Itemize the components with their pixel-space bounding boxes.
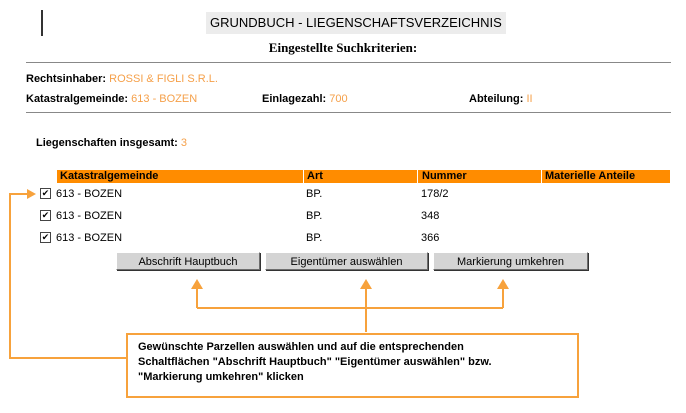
- row-checkbox[interactable]: ✔: [41, 188, 50, 198]
- arrow-head-hauptbuch: [191, 279, 203, 289]
- arrow-head-checkbox: [27, 189, 36, 199]
- search-criteria-title: Eingestellte Suchkriterien:: [268, 40, 418, 55]
- section-label: Abteilung:: [469, 93, 524, 105]
- row-art: BP.: [306, 210, 323, 222]
- row-gemeinde: 613 - BOZEN: [56, 210, 123, 222]
- arrow-head-eigentuemer: [360, 279, 372, 289]
- properties-total-label: Liegenschaften insgesamt:: [36, 137, 178, 149]
- markierung-umkehren-button[interactable]: Markierung umkehren: [433, 252, 588, 270]
- callout-line-3: "Markierung umkehren" klicken: [138, 371, 304, 383]
- callout-line-2: Schaltflächen "Abschrift Hauptbuch" "Eigentümer auswählen" bzw.: [138, 356, 492, 368]
- cadastral-value: 613 - BOZEN: [131, 93, 198, 105]
- cadastral-label: Katastralgemeinde:: [26, 93, 129, 105]
- entry-label: Einlagezahl:: [262, 93, 327, 105]
- owner-label: Rechtsinhaber:: [26, 73, 107, 85]
- header-materielle-anteile: Materielle Anteile: [545, 170, 636, 182]
- eigentuemer-auswaehlen-button[interactable]: Eigentümer auswählen: [265, 252, 428, 270]
- header-nummer: Nummer: [422, 170, 467, 182]
- row-gemeinde: 613 - BOZEN: [56, 188, 123, 200]
- row-checkbox[interactable]: ✔: [41, 210, 50, 220]
- page-title: GRUNDBUCH - LIEGENSCHAFTSVERZEICHNIS: [206, 12, 506, 34]
- abschrift-hauptbuch-button[interactable]: Abschrift Hauptbuch: [116, 252, 260, 270]
- owner-value: ROSSI & FIGLI S.R.L.: [109, 73, 218, 85]
- arrow-head-markierung: [497, 279, 509, 289]
- header-katastralgemeinde: Katastralgemeinde: [60, 170, 159, 182]
- section-value: II: [526, 93, 533, 105]
- row-nummer: 178/2: [421, 188, 449, 200]
- row-art: BP.: [306, 232, 323, 244]
- row-nummer: 348: [421, 210, 440, 222]
- properties-total-count: 3: [180, 137, 188, 149]
- header-art: Art: [307, 170, 323, 182]
- row-checkbox[interactable]: ✔: [41, 232, 50, 242]
- row-art: BP.: [306, 188, 323, 200]
- row-nummer: 366: [421, 232, 440, 244]
- instruction-callout: [126, 333, 579, 398]
- left-pointer-line: [10, 194, 126, 358]
- callout-line-1: Gewünschte Parzellen auswählen und auf die entsprechenden: [138, 341, 464, 353]
- entry-value: 700: [329, 93, 348, 105]
- row-gemeinde: 613 - BOZEN: [56, 232, 123, 244]
